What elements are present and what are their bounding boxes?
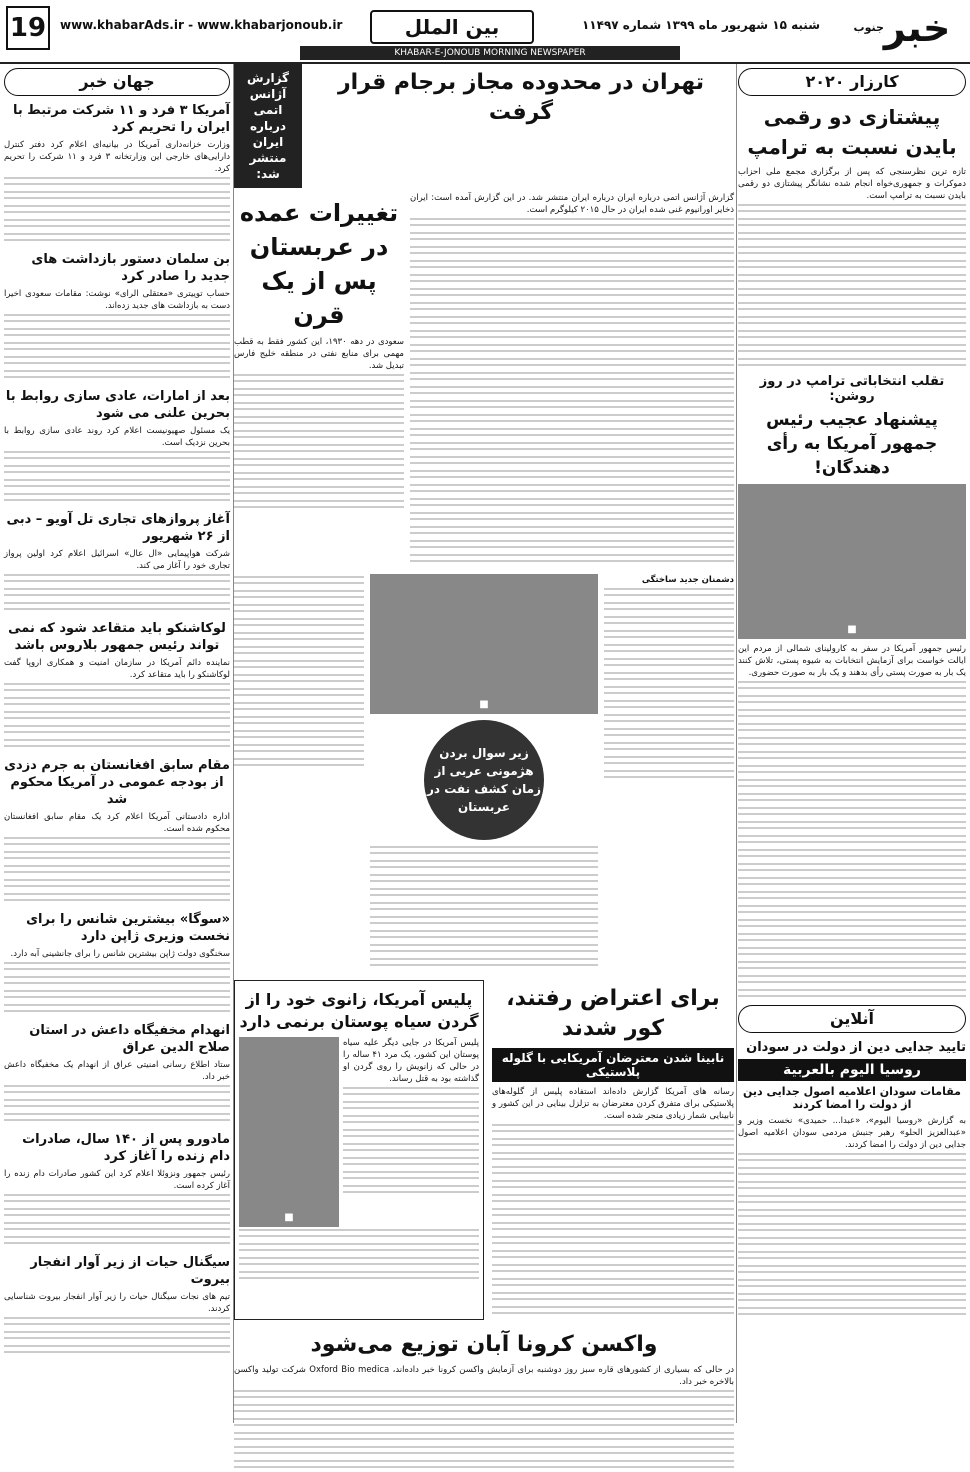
second-headline: پیشنهاد عجیب رئیس جمهور آمریکا به رأی دهندگان! [766, 410, 938, 478]
website-urls[interactable]: www.khabarAds.ir - www.khabarjonoub.ir [60, 18, 343, 32]
right-column [738, 64, 966, 1423]
brief-title: انهدام مخفیگاه داعش در استان صلاح الدین عراق [29, 1023, 230, 1055]
section-label-online: آنلاین [738, 1005, 966, 1033]
brief-title: سیگنال حیات از زیر آوار انفجار بیروت [30, 1255, 230, 1287]
brief-title: آغاز پروازهای تجاری تل آویو – دبی از ۲۶ شهریور [6, 512, 230, 544]
iaea-kicker: گزارش آژانس اتمی درباره ایران منتشر شد: [234, 64, 302, 188]
second-kicker: تقلب انتخاباتی ترامپ در روز روشن: [759, 374, 945, 404]
brief-body: شرکت هواپیمایی «ال عال» اسرائیل اعلام کرد اولین پرواز تجاری خود را آغاز می کند. [4, 549, 230, 571]
newspaper-logo: خبر$^{جنوب}$ [853, 6, 951, 50]
second-body: رئیس جمهور آمریکا در سفر به کارولینای شمالی از مردم این ایالت خواست برای آزمایش انتخابات به شیوه پستی، تلاش کنند یک بار به صورت پستی رأی بدهند و یک بار به صورت حضوری. [738, 644, 966, 678]
photo-placeholder-icon: ■ [847, 624, 857, 635]
brief-body: یک مسئول صهیونیست اعلام کرد روند عادی سازی روابط با بحرین نزدیک است. [4, 426, 230, 448]
brief-body: اداره دادستانی آمریکا اعلام کرد یک مقام سابق افغانستان محکوم شده است. [4, 812, 230, 834]
online-subhead: مقامات سودان اعلامیه اصول جدایی دین از دولت را امضا کردند [743, 1085, 961, 1111]
brief-body: حساب توییتری «معتقلی الرای» نوشت: مقامات سعودی اخیرا دست به بازداشت های جدید زده‌اند. [4, 289, 230, 311]
news-brief [4, 757, 230, 905]
middle-column [234, 64, 734, 1423]
news-brief [4, 388, 230, 505]
saudi-subhead: دشمنان جدید ساختگی [641, 575, 734, 585]
brief-title: آمریکا ۳ فرد و ۱۱ شرکت مرتبط با ایران را تحریم کرد [13, 103, 230, 135]
police-headline: پلیس آمریکا، زانوی خود را از گردن سیاه پوستان برنمی دارد [239, 990, 479, 1031]
saudi-quote: زیر سوال بردن هژمونی عربی از زمان کشف نفت در عربستان [424, 720, 544, 840]
online-source: روسيا اليوم بالعربية [738, 1059, 966, 1081]
photo-placeholder-icon: ■ [284, 1212, 294, 1223]
brief-title: لوکاشنکو باید متقاعد شود که نمی تواند رئیس جمهور بلاروس باشد [8, 621, 226, 653]
news-brief [4, 511, 230, 614]
brief-body: ستاد اطلاع رسانی امنیتی عراق از انهدام یک مخفیگاه داعش خبر داد. [4, 1060, 230, 1082]
saudi-royals-photo [370, 574, 598, 714]
news-brief [4, 1254, 230, 1357]
masthead [0, 0, 970, 64]
section-label-world: جهان خبر [4, 68, 230, 96]
section-title: بین الملل [370, 10, 534, 44]
brief-title: بعد از امارات، عادی سازی روابط با بحرین علنی می شود [5, 389, 230, 421]
brief-title: مقام سابق افغانستان به جرم دزدی از بودجه عمومی در آمریکا محکوم شد [4, 758, 230, 807]
victim-photo [239, 1037, 339, 1227]
page-number: 19 [6, 6, 50, 50]
iaea-headline: تهران در محدوده مجاز برجام قرار گرفت [337, 70, 705, 125]
brief-title: «سوگا» بیشترین شانس را برای نخست وزیری ژاپن دارد [26, 912, 230, 944]
saudi-headline: تغییرات عمده در عربستان پس از یک قرن [239, 199, 399, 329]
iaea-body: گزارش آژانس اتمی درباره ایران درباره ایران منتشر شد. در این گزارش آمده است: ایران ذخایر اورانیوم غنی شده ایران در حال ۲۰۱۵ کیلوگرم است. [410, 193, 734, 215]
saudi-body: سعودی در دهه ۱۹۳۰، این کشور فقط به قطب مهمی برای منابع نفتی در منطقه خلیج فارس تبدیل شد. [234, 337, 404, 371]
news-brief [4, 251, 230, 382]
left-column [4, 64, 230, 1423]
photo-placeholder-icon: ■ [479, 699, 489, 710]
news-brief [4, 911, 230, 1016]
vaccine-body: در حالی که بسیاری از کشورهای قاره سبز روز دوشنبه برای آزمایش واکسن کرونا خبر داده‌اند، Oxford Bio medica شرکت تولید واکسن بالاخره خبر داد. [234, 1365, 734, 1387]
protest-subhead: نابینا شدن معترضان آمریکایی با گلوله پلاستیکی [492, 1048, 734, 1082]
brief-body: رئیس جمهور ونزوئلا اعلام کرد این کشور صادرات دام زنده را آغاز کرده است. [4, 1169, 230, 1191]
issue-date: شنبه ۱۵ شهریور ماه ۱۳۹۹ شماره ۱۱۴۹۷ [581, 18, 820, 32]
column-divider [736, 64, 737, 1423]
protest-headline: برای اعتراض رفتند، کور شدند [506, 986, 720, 1041]
brief-body: سخنگوی دولت ژاپن بیشترین شانس را برای جانشینی آبه دارد. [10, 949, 230, 959]
lead-headline: پیشتازی دو رقمی بایدن نسبت به ترامپ [747, 105, 957, 159]
paper-banner: KHABAR-E-JONOUB MORNING NEWSPAPER [300, 46, 680, 60]
lead-body: تازه ترین نظرسنجی که پس از برگزاری مجمع ملی احزاب دموکرات و جمهوری‌خواه انجام شده نشانگر پیشتازی دو رقمی بایدن نسبت به ترامپ است. [738, 167, 966, 201]
brief-title: بن سلمان دستور بازداشت های جدید را صادر کرد [31, 252, 230, 284]
news-brief [4, 1131, 230, 1248]
brief-title: مادورو پس از ۱۴۰ سال، صادرات دام زنده را آغاز کرد [22, 1132, 230, 1164]
section-label-campaign: کارزار ۲۰۲۰ [738, 68, 966, 96]
brief-body: وزارت خزانه‌داری آمریکا در بیانیه‌ای اعلام کرد دفتر کنترل دارایی‌های خارجی این وزارتخانه ۳ فرد و ۱۱ شرکت را تحریم کرد. [4, 140, 230, 174]
brief-body: نماینده دائم آمریکا در سازمان امنیت و همکاری اروپا گفت لوکاشنکو را باید متقاعد کرد. [4, 658, 230, 680]
news-brief [4, 1022, 230, 1125]
online-headline: تایید جدایی دین از دولت در سودان [746, 1040, 966, 1055]
trump-photo [738, 484, 966, 639]
news-brief [4, 102, 230, 245]
vaccine-headline: واکسن کرونا آبان توزیع می‌شود [310, 1332, 658, 1357]
news-brief [4, 620, 230, 751]
brief-body: تیم های نجات سیگنال حیات را زیر آوار انفجار بیروت شناسایی کردند. [4, 1292, 230, 1314]
protest-body: رسانه های آمریکا گزارش داده‌اند استفاده پلیس از گلوله‌های پلاستیکی برای متفرق کردن معترضان به تزلزل بینایی در این کشور و نابینایی شمار زیادی منجر شده است. [492, 1087, 734, 1121]
police-body: پلیس آمریکا در جایی دیگر علیه سیاه پوستان این کشور، یک مرد ۴۱ ساله را در حالی که زانویش را روی گردن او گذاشته بود به قتل رساند. [343, 1038, 480, 1084]
online-body: به گزارش «روسیا الیوم»، «عبدا... حمیدی» نخست وزیر و «عبدالعزیز الحلو» رهبر جنبش مردمی سودان اعلامیه اصول جدایی دین از دولت را امضا کردند. [738, 1116, 966, 1150]
